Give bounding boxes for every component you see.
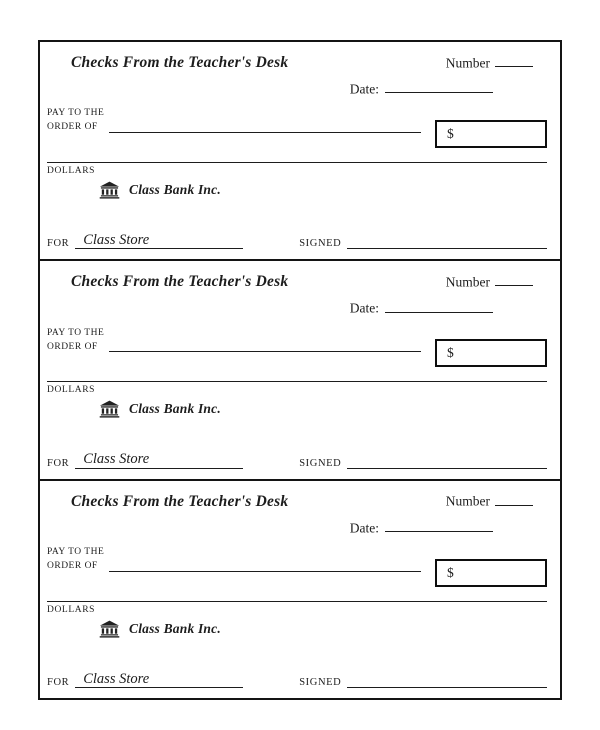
pay-to-label-line1: PAY TO THE [47,547,105,558]
for-label: FOR [47,238,70,250]
for-value: Class Store [83,670,150,687]
date-label: Date: [349,520,379,536]
date-row [47,300,547,316]
pay-to-order-label [47,327,104,355]
payee-blank-line [109,561,421,572]
payee-blank-line [109,122,421,133]
date-field [350,300,493,316]
date-field [350,81,493,97]
number-blank-line [495,55,533,67]
amount-words-blank-line [47,162,547,163]
for-field [75,452,243,468]
bank-building-icon [99,620,120,638]
for-value: Class Store [83,232,150,249]
check-number-field [446,493,533,509]
signed-field [299,677,547,688]
pay-to-label-line1: PAY TO THE [47,327,105,338]
check [40,479,560,698]
dollar-sign: $ [447,126,454,141]
payee-row [47,327,547,361]
memo-signature-row [47,452,547,471]
dollars-label: DOLLARS [47,166,96,176]
signed-blank-line [347,459,547,469]
signed-blank-line [347,239,547,249]
pay-to-order-label [47,546,104,574]
date-label: Date: [349,300,379,316]
date-row [47,81,547,97]
for-field [75,672,243,688]
pay-to-label-line2: ORDER OF [47,341,98,352]
dollar-sign: $ [447,564,454,580]
bank-building-icon [99,400,120,418]
pay-to-order-label [47,107,104,135]
payee-row [47,546,547,580]
date-row [47,520,547,536]
memo-signature-row [47,672,547,691]
signed-label: SIGNED [299,676,342,688]
number-label: Number [445,55,490,70]
date-field [350,520,493,536]
pay-to-label-line1: PAY TO THE [47,108,105,119]
amount-box [435,120,547,148]
signed-field [299,458,547,469]
payee-blank-line [109,341,421,352]
date-blank-line [385,300,493,312]
check-template-sheet [38,40,562,700]
check [40,259,560,478]
dollar-sign: $ [447,345,454,361]
check-title: Checks From the Teacher's Desk [71,273,289,291]
signed-label: SIGNED [299,238,342,250]
dollars-label: DOLLARS [47,604,96,615]
check-title: Checks From the Teacher's Desk [71,54,289,71]
payee-row [47,107,547,141]
dollars-label: DOLLARS [47,385,96,396]
check-header-row [47,490,547,511]
check-number-field [446,274,533,290]
amount-words-blank-line [47,381,547,382]
check-header-row [47,51,547,72]
number-blank-line [495,493,533,505]
bank-name: Class Bank Inc. [129,401,221,417]
for-label: FOR [47,676,70,688]
check-header-row [47,270,547,291]
amount-box [435,559,547,587]
number-blank-line [495,274,533,286]
bank-row [47,181,547,199]
number-label: Number [445,274,490,290]
signed-label: SIGNED [299,457,342,469]
amount-words-blank-line [47,601,547,602]
signed-field [299,238,547,249]
amount-box [435,339,547,367]
check-title: Checks From the Teacher's Desk [71,492,289,510]
bank-name: Class Bank Inc. [129,182,221,197]
date-label: Date: [349,81,379,97]
for-label: FOR [47,457,70,469]
date-blank-line [385,520,493,532]
signed-blank-line [347,678,547,688]
check [40,42,560,259]
pay-to-label-line2: ORDER OF [47,560,98,571]
pay-to-label-line2: ORDER OF [47,122,98,133]
bank-row [47,620,547,638]
number-label: Number [445,493,490,509]
bank-name: Class Bank Inc. [129,620,221,636]
check-number-field [446,55,533,71]
bank-row [47,400,547,418]
for-field [75,233,243,249]
memo-signature-row [47,233,547,252]
for-value: Class Store [83,451,150,468]
bank-building-icon [99,181,120,199]
date-blank-line [385,81,493,93]
